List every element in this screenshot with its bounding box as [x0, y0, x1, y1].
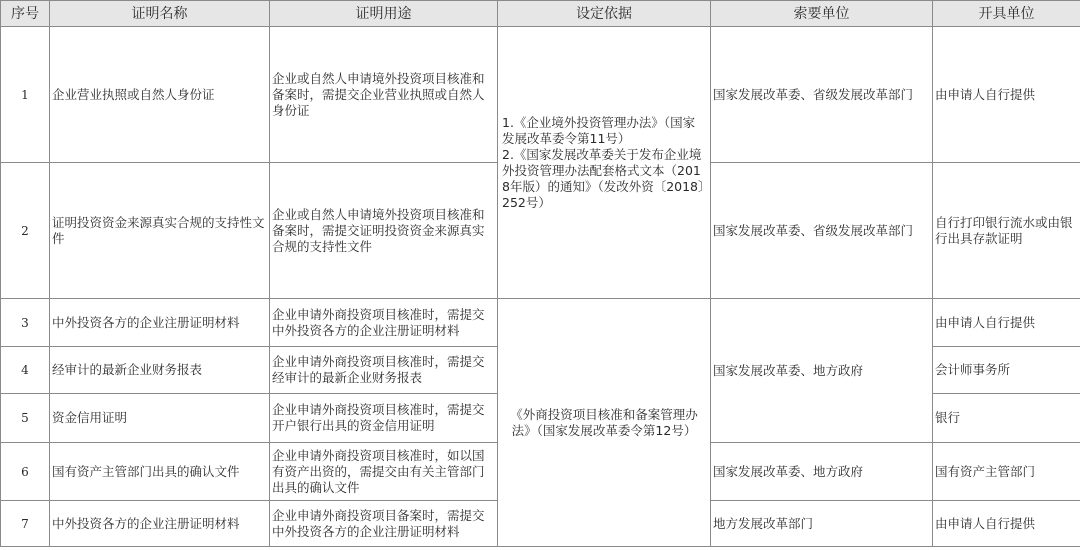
row-requester: 国家发展改革委、省级发展改革部门 [711, 163, 933, 299]
header-row [1, 1, 1080, 27]
row-usage: 企业申请外商投资项目核准时，需提交中外投资各方的企业注册证明材料 [270, 299, 498, 347]
row-seq: 2 [1, 163, 50, 299]
row-usage: 企业申请外商投资项目核准时，需提交开户银行出具的资金信用证明 [270, 394, 498, 443]
basis-cell-foreign: 《外商投资项目核准和备案管理办法》（国家发展改革委令第12号） [498, 299, 711, 547]
row-issuer: 由申请人自行提供 [933, 501, 1080, 547]
header-usage: 证明用途 [270, 1, 498, 27]
row-seq: 4 [1, 347, 50, 394]
row-usage: 企业或自然人申请境外投资项目核准和备案时，需提交企业营业执照或自然人身份证 [270, 27, 498, 163]
row-requester-group: 国家发展改革委、地方政府 [711, 299, 933, 443]
header-basis: 设定依据 [498, 1, 711, 27]
table-row [1, 27, 1080, 163]
row-seq: 5 [1, 394, 50, 443]
table-row [1, 299, 1080, 347]
row-requester: 地方发展改革部门 [711, 501, 933, 547]
row-name: 中外投资各方的企业注册证明材料 [50, 501, 270, 547]
row-usage: 企业申请外商投资项目核准时，需提交经审计的最新企业财务报表 [270, 347, 498, 394]
row-issuer: 会计师事务所 [933, 347, 1080, 394]
row-name: 国有资产主管部门出具的确认文件 [50, 443, 270, 501]
basis-line-2: 2.《国家发展改革委关于发布企业境外投资管理办法配套格式文本（2018年版）的通知》（发改外资〔2018〕252号） [502, 146, 705, 210]
row-name: 中外投资各方的企业注册证明材料 [50, 299, 270, 347]
row-seq: 6 [1, 443, 50, 501]
header-seq: 序号 [1, 1, 50, 27]
row-seq: 7 [1, 501, 50, 547]
row-name: 企业营业执照或自然人身份证 [50, 27, 270, 163]
row-issuer: 银行 [933, 394, 1080, 443]
row-name: 经审计的最新企业财务报表 [50, 347, 270, 394]
row-usage: 企业或自然人申请境外投资项目核准和备案时，需提交证明投资资金来源真实合规的支持性文件 [270, 163, 498, 299]
basis-line-1: 1.《企业境外投资管理办法》（国家发展改革委令第11号） [502, 114, 696, 146]
row-name: 证明投资资金来源真实合规的支持性文件 [50, 163, 270, 299]
row-issuer: 国有资产主管部门 [933, 443, 1080, 501]
header-requester: 索要单位 [711, 1, 933, 27]
row-requester: 国家发展改革委、地方政府 [711, 443, 933, 501]
header-issuer: 开具单位 [933, 1, 1080, 27]
row-seq: 3 [1, 299, 50, 347]
row-usage: 企业申请外商投资项目核准时，如以国有资产出资的，需提交由有关主管部门出具的确认文件 [270, 443, 498, 501]
row-issuer: 自行打印银行流水或由银行出具存款证明 [933, 163, 1080, 299]
row-requester: 国家发展改革委、省级发展改革部门 [711, 27, 933, 163]
row-seq: 1 [1, 27, 50, 163]
row-issuer: 由申请人自行提供 [933, 299, 1080, 347]
row-name: 资金信用证明 [50, 394, 270, 443]
row-usage: 企业申请外商投资项目备案时，需提交中外投资各方的企业注册证明材料 [270, 501, 498, 547]
basis-cell-outbound [498, 27, 711, 299]
header-name: 证明名称 [50, 1, 270, 27]
row-issuer: 由申请人自行提供 [933, 27, 1080, 163]
